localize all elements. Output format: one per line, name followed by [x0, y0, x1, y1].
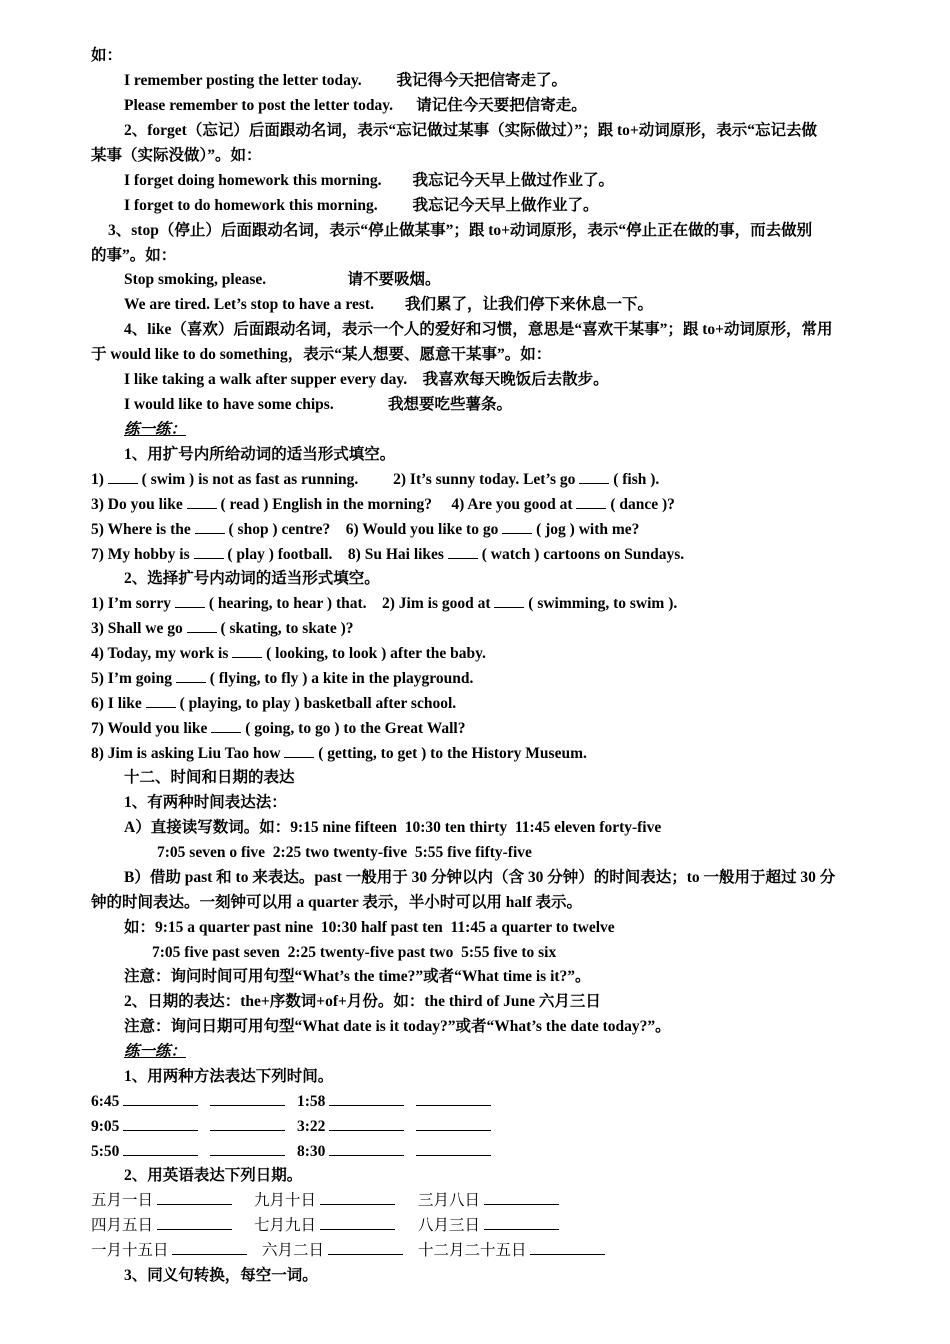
exercise-item: 5) I’m going ( flying, to fly ) a kite in the playground.: [91, 670, 474, 687]
answer-blank[interactable]: [329, 1091, 404, 1106]
exercise-heading: 1、用两种方法表达下列时间。: [124, 1068, 334, 1085]
answer-blank[interactable]: [502, 519, 532, 534]
text-line: 1、有两种时间表达法：: [124, 794, 287, 811]
text-line: 于 would like to do something，表示“某人想要、愿意干某事”。如：: [91, 346, 552, 363]
text-line: I like taking a walk after supper every day. 我喜欢每天晚饭后去散步。: [124, 371, 609, 388]
answer-blank[interactable]: [328, 1240, 403, 1255]
text-line: I would like to have some chips. 我想要吃些薯条。: [124, 396, 512, 413]
text-line: 钟的时间表达。一刻钟可以用 a quarter 表示，半小时可以用 half 表示。: [91, 894, 582, 911]
answer-blank[interactable]: [284, 743, 314, 758]
text-line: A）直接读写数词。如：9:15 nine fifteen 10:30 ten thirty 11:45 eleven forty-five: [124, 819, 662, 836]
date-item: 三月八日: [418, 1189, 559, 1213]
answer-blank[interactable]: [175, 593, 205, 608]
exercise-title: 练一练：: [124, 1043, 187, 1060]
date-item: 十二月二十五日: [418, 1239, 605, 1263]
text-line: 如：: [91, 47, 123, 64]
answer-blank[interactable]: [232, 643, 262, 658]
answer-blank[interactable]: [320, 1215, 395, 1230]
text-line: 某事（实际没做）”。如：: [91, 147, 262, 164]
text-line: Stop smoking, please. 请不要吸烟。: [124, 271, 441, 288]
answer-blank[interactable]: [195, 519, 225, 534]
text-line: 7:05 five past seven 2:25 twenty-five past two 5:55 five to six: [152, 944, 557, 961]
section-heading: 十二、时间和日期的表达: [124, 769, 295, 786]
time-item: 9:05: [91, 1115, 285, 1139]
answer-blank[interactable]: [416, 1116, 491, 1131]
answer-blank[interactable]: [329, 1116, 404, 1131]
exercise-item: 5) Where is the ( shop ) centre? 6) Would you like to go ( jog ) with me?: [91, 521, 640, 538]
answer-blank[interactable]: [157, 1215, 232, 1230]
answer-blank[interactable]: [123, 1116, 198, 1131]
answer-blank[interactable]: [157, 1190, 232, 1205]
text-line: 7:05 seven o five 2:25 two twenty-five 5:55 five fifty-five: [157, 844, 532, 861]
answer-blank[interactable]: [484, 1215, 559, 1230]
exercise-heading: 2、选择扩号内动词的适当形式填空。: [124, 570, 380, 587]
text-line: 注意：询问日期可用句型“What date is it today?”或者“What’s the date today?”。: [124, 1018, 671, 1035]
exercise-item: 1) ( swim ) is not as fast as running. 2) It’s sunny today. Let’s go ( fish ).: [91, 471, 660, 488]
answer-blank[interactable]: [146, 693, 176, 708]
answer-blank[interactable]: [210, 1091, 285, 1106]
exercise-item: 7) Would you like ( going, to go ) to the Great Wall?: [91, 720, 466, 737]
answer-blank[interactable]: [416, 1141, 491, 1156]
answer-blank[interactable]: [108, 469, 138, 484]
exercise-item: 6) I like ( playing, to play ) basketball after school.: [91, 695, 457, 712]
answer-blank[interactable]: [187, 618, 217, 633]
answer-blank[interactable]: [448, 544, 478, 559]
answer-blank[interactable]: [172, 1240, 247, 1255]
answer-blank[interactable]: [416, 1091, 491, 1106]
answer-blank[interactable]: [579, 469, 609, 484]
answer-blank[interactable]: [176, 668, 206, 683]
answer-blank[interactable]: [194, 544, 224, 559]
date-item: 六月二日: [262, 1239, 403, 1263]
text-line: B）借助 past 和 to 来表达。past 一般用于 30 分钟以内（含 30 分钟）的时间表达；to 一般用于超过 30 分: [124, 869, 836, 886]
date-item: 四月五日: [91, 1214, 232, 1238]
answer-blank[interactable]: [211, 718, 241, 733]
answer-blank[interactable]: [576, 494, 606, 509]
date-item: 九月十日: [254, 1189, 395, 1213]
exercise-item: 3) Shall we go ( skating, to skate )?: [91, 620, 354, 637]
time-item: 5:50: [91, 1140, 285, 1164]
answer-blank[interactable]: [329, 1141, 404, 1156]
exercise-item: 4) Today, my work is ( looking, to look ) after the baby.: [91, 645, 486, 662]
text-line: 2、日期的表达：the+序数词+of+月份。如：the third of June 六月三日: [124, 993, 601, 1010]
text-line: 2、forget（忘记）后面跟动名词，表示“忘记做过某事（实际做过）”；跟 to+动词原形，表示“忘记去做: [124, 122, 817, 139]
text-line: 的事”。如：: [91, 247, 177, 264]
exercise-item: 8) Jim is asking Liu Tao how ( getting, to get ) to the History Museum.: [91, 745, 587, 762]
time-item: 1:58: [297, 1090, 491, 1114]
time-item: 8:30: [297, 1140, 491, 1164]
answer-blank[interactable]: [123, 1091, 198, 1106]
text-line: 如：9:15 a quarter past nine 10:30 half past ten 11:45 a quarter to twelve: [124, 919, 615, 936]
answer-blank[interactable]: [320, 1190, 395, 1205]
answer-blank[interactable]: [210, 1116, 285, 1131]
exercise-item: 1) I’m sorry ( hearing, to hear ) that. 2) Jim is good at ( swimming, to swim ).: [91, 595, 678, 612]
exercise-heading: 3、同义句转换，每空一词。: [124, 1267, 318, 1284]
exercise-item: 3) Do you like ( read ) English in the morning? 4) Are you good at ( dance )?: [91, 496, 675, 513]
answer-blank[interactable]: [484, 1190, 559, 1205]
answer-blank[interactable]: [123, 1141, 198, 1156]
time-item: 6:45: [91, 1090, 285, 1114]
exercise-heading: 1、用扩号内所给动词的适当形式填空。: [124, 446, 396, 463]
answer-blank[interactable]: [210, 1141, 285, 1156]
exercise-title: 练一练：: [124, 421, 187, 438]
exercise-item: 7) My hobby is ( play ) football. 8) Su Hai likes ( watch ) cartoons on Sundays.: [91, 546, 685, 563]
time-item: 3:22: [297, 1115, 491, 1139]
answer-blank[interactable]: [494, 593, 524, 608]
exercise-heading: 2、用英语表达下列日期。: [124, 1167, 303, 1184]
text-line: I remember posting the letter today. 我记得今天把信寄走了。: [124, 72, 568, 89]
text-line: 3、stop（停止）后面跟动名词，表示“停止做某事”；跟 to+动词原形，表示“停止正在做的事，而去做别: [108, 222, 813, 239]
date-item: 七月九日: [254, 1214, 395, 1238]
date-item: 五月一日: [91, 1189, 232, 1213]
text-line: We are tired. Let’s stop to have a rest. 我们累了，让我们停下来休息一下。: [124, 296, 653, 313]
answer-blank[interactable]: [187, 494, 217, 509]
text-line: 4、like（喜欢）后面跟动名词，表示一个人的爱好和习惯，意思是“喜欢干某事”；跟 to+动词原形，常用: [124, 321, 833, 338]
text-line: Please remember to post the letter today. 请记住今天要把信寄走。: [124, 97, 587, 114]
text-line: 注意：询问时间可用句型“What’s the time?”或者“What time is it?”。: [124, 968, 591, 985]
answer-blank[interactable]: [530, 1240, 605, 1255]
date-item: 一月十五日: [91, 1239, 247, 1263]
date-item: 八月三日: [418, 1214, 559, 1238]
text-line: I forget doing homework this morning. 我忘记今天早上做过作业了。: [124, 172, 614, 189]
text-line: I forget to do homework this morning. 我忘记今天早上做作业了。: [124, 197, 599, 214]
